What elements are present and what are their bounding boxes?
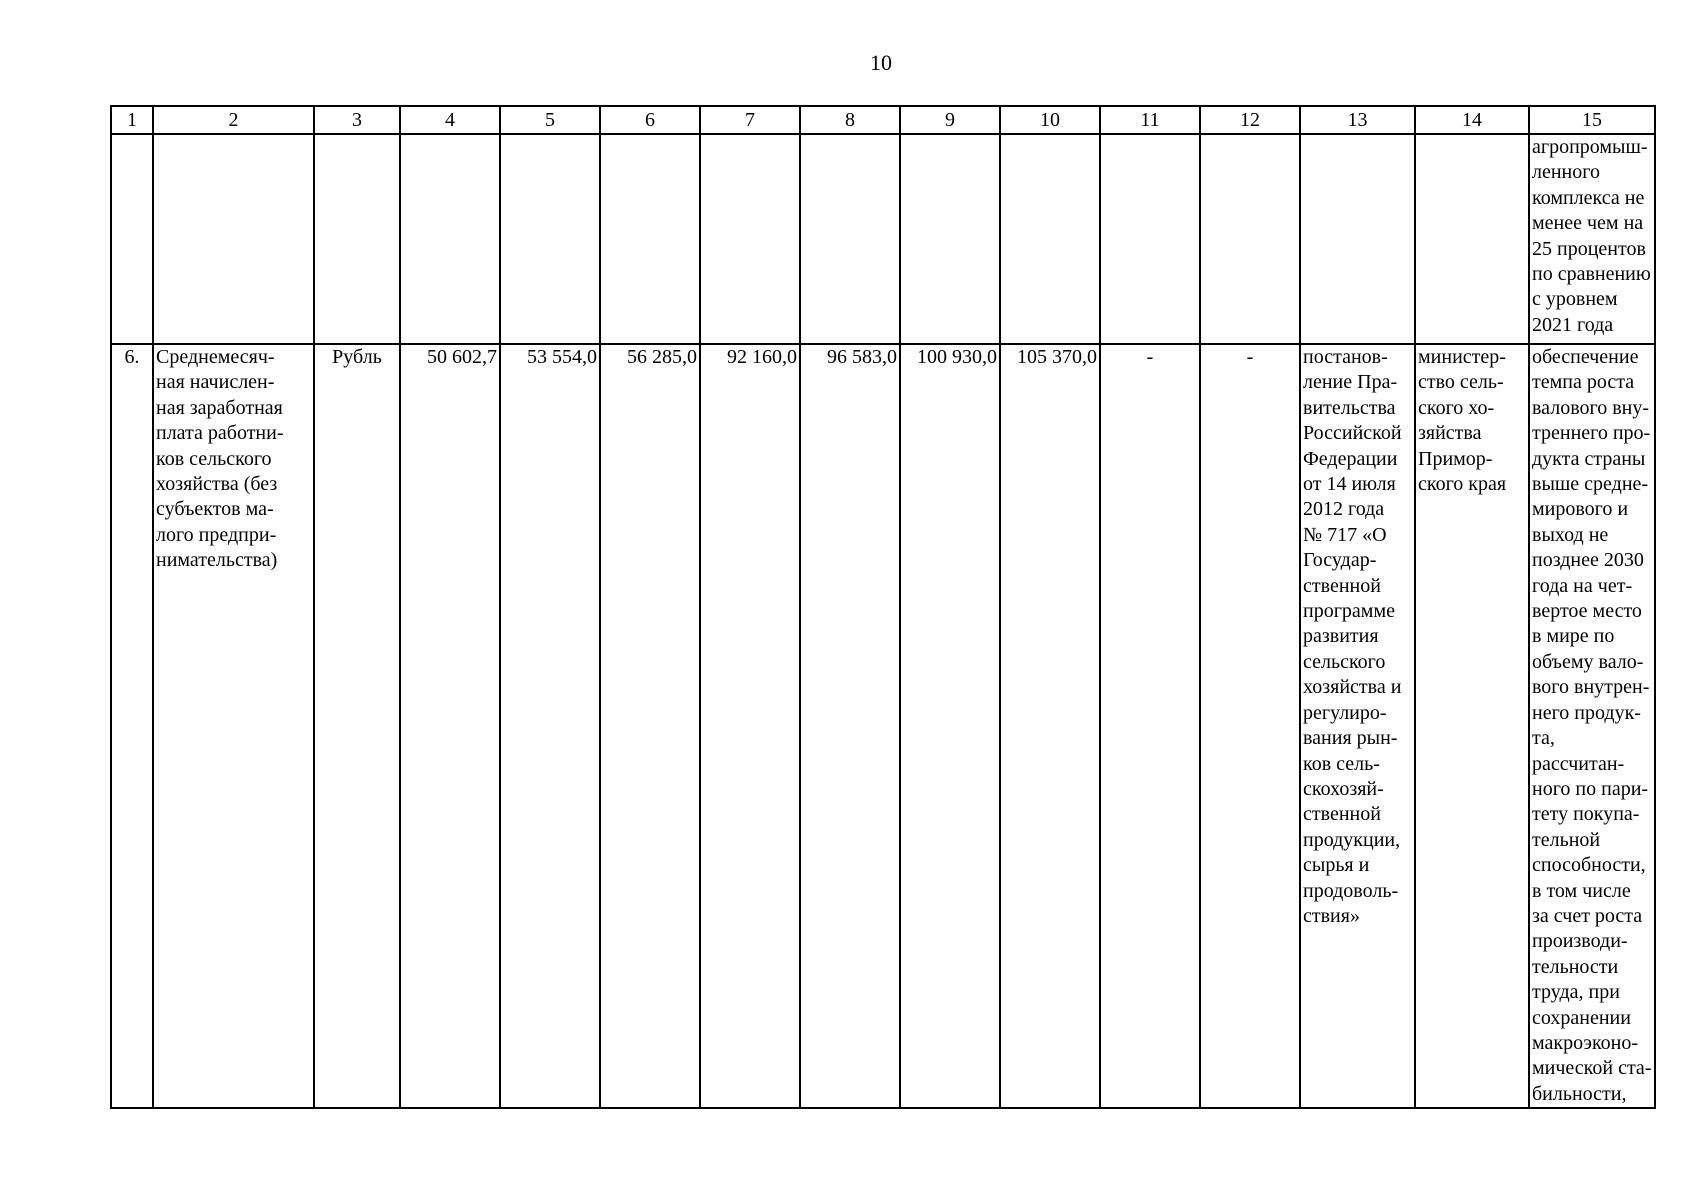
column-number: 4 — [400, 106, 500, 134]
column-number: 10 — [1000, 106, 1100, 134]
value-cell-col12: - — [1200, 344, 1300, 1108]
column-number: 7 — [700, 106, 800, 134]
column-number: 5 — [500, 106, 600, 134]
table-cell — [400, 134, 500, 344]
table-cell — [700, 134, 800, 344]
value-cell-col8: 96 583,0 — [800, 344, 900, 1108]
value-cell-col9: 100 930,0 — [900, 344, 1000, 1108]
table-cell — [800, 134, 900, 344]
source-document-cell: постанов- ление Пра- вительства Российской Федерации от 14 июля 2012 года № 717 «О Государ- ственной программе развития сельского хозяйства и регулиро- вания рын- ков сель- скохозяй- ственной продукции, сырья и продоволь- ствия» — [1300, 344, 1415, 1108]
indicators-table — [110, 105, 1656, 1109]
goal-cell: обеспечение темпа роста валового вну- треннего про- дукта страны выше средне- мирового и выход не позднее 2030 года на чет- вертое место в мире по объему вало- вого внутрен- него продук- та, рассчитан- ного по пари- тету покупа- тельной способности, в том числе за счет роста производи- тельности труда, при сохранении макроэконо- мической ста- бильности, — [1529, 344, 1655, 1108]
indicator-name-cell: Среднемесяч- ная начислен- ная заработная плата работни- ков сельского хозяйства (без субъектов ма- лого предпри- нимательства) — [153, 344, 314, 1108]
table-row-6 — [111, 344, 1655, 1108]
column-number: 3 — [314, 106, 400, 134]
value-cell-col10: 105 370,0 — [1000, 344, 1100, 1108]
continuation-row — [111, 134, 1655, 344]
column-number: 6 — [600, 106, 700, 134]
value-cell-col6: 56 285,0 — [600, 344, 700, 1108]
table-cell — [900, 134, 1000, 344]
table-cell — [1300, 134, 1415, 344]
column-number-row — [111, 106, 1655, 134]
table-cell — [153, 134, 314, 344]
column-number: 2 — [153, 106, 314, 134]
row-number-cell: 6. — [111, 344, 153, 1108]
table-cell — [1415, 134, 1529, 344]
table-cell — [500, 134, 600, 344]
table-cell — [600, 134, 700, 344]
table-cell — [1100, 134, 1200, 344]
value-cell-col5: 53 554,0 — [500, 344, 600, 1108]
column-number: 14 — [1415, 106, 1529, 134]
unit-cell: Рубль — [314, 344, 400, 1108]
column-number: 15 — [1529, 106, 1655, 134]
table-cell — [1200, 134, 1300, 344]
column-number: 11 — [1100, 106, 1200, 134]
page-number: 10 — [870, 50, 892, 75]
table-cell — [111, 134, 153, 344]
value-cell-col4: 50 602,7 — [400, 344, 500, 1108]
table-cell — [1000, 134, 1100, 344]
column-number: 1 — [111, 106, 153, 134]
column-number: 9 — [900, 106, 1000, 134]
value-cell-col7: 92 160,0 — [700, 344, 800, 1108]
column-number: 12 — [1200, 106, 1300, 134]
column-number: 13 — [1300, 106, 1415, 134]
column-number: 8 — [800, 106, 900, 134]
responsible-body-cell: министер- ство сель- ского хо- зяйства Примор- ского края — [1415, 344, 1529, 1108]
goal-continuation-cell: агропромыш- ленного комплекса не менее чем на 25 процентов по сравнению с уровнем 2021 года — [1529, 134, 1655, 344]
table-cell — [314, 134, 400, 344]
value-cell-col11: - — [1100, 344, 1200, 1108]
